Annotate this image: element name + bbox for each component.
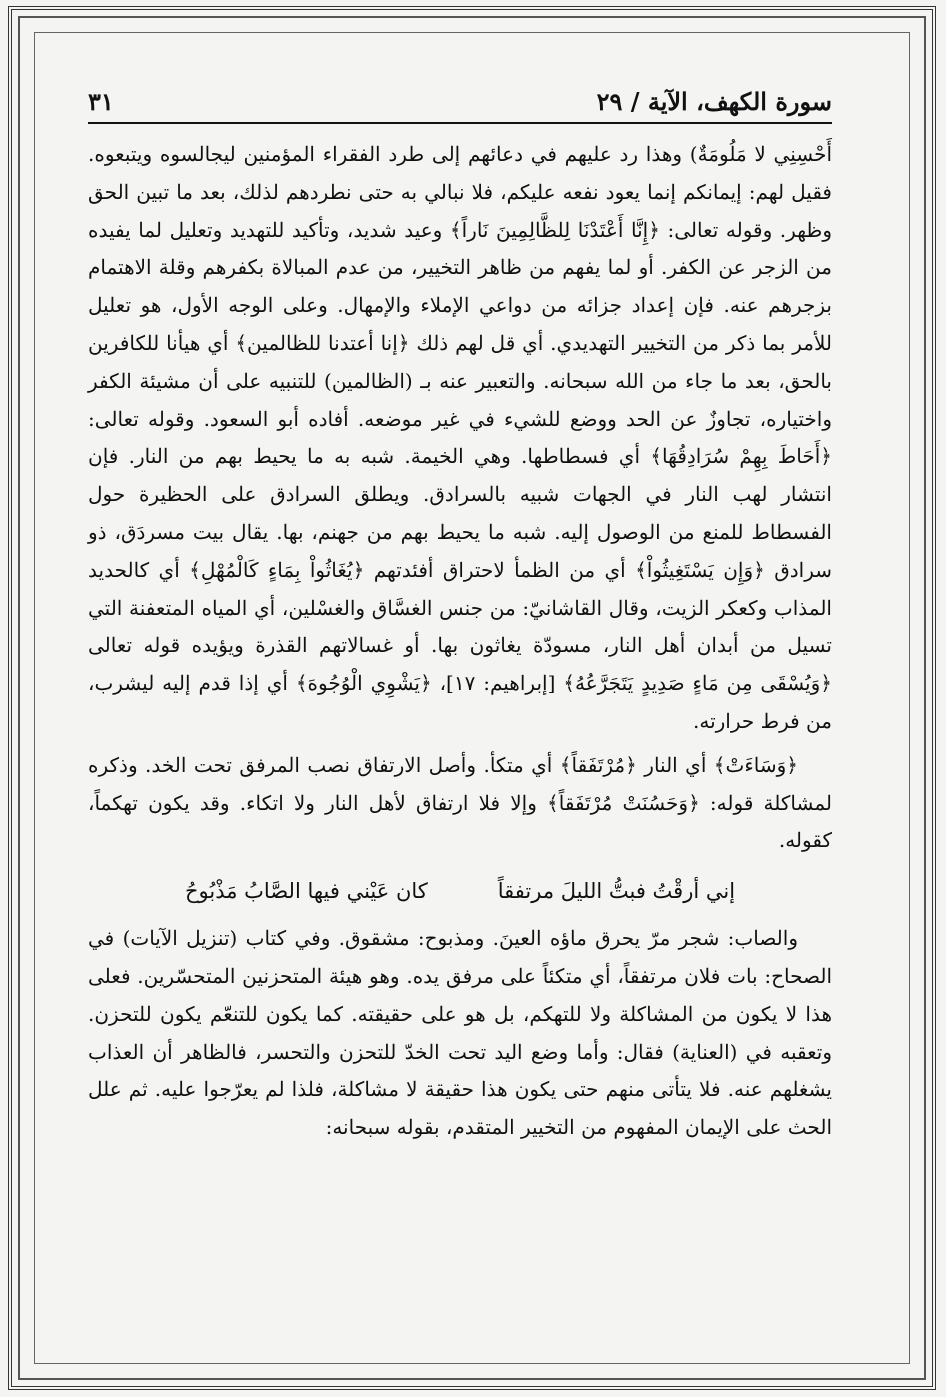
surah-title: سورة الكهف، الآية / ٢٩ [596, 87, 832, 116]
paragraph-3: والصاب: شجر مرّ يحرق ماؤه العينَ. ومذبوح: مشقوق. وفي كتاب (تنزيل الآيات) في الصحاح: بات فلان مرتفقاً، أي متكئاً على مرفق يده. وهو هيئة المتحزنين المتحسّرين. فعلى هذا لا يكون من المشاكلة ولا للتهكم، بل هو على حقيقته. كما يكون للتنعّم يكون للتحزن. وتعقبه في (العناية) فقال: وأما وضع اليد تحت الخدّ للتحزن والتحسر، فالظاهر أن العذاب يشغلهم عنه. فلا يتأتى منهم حتى يكون هذا حقيقة لا مشاكلة، فلذا لم يعرّجوا عليه. ثم علل الحث على الإيمان المفهوم من التخيير المتقدم، بقوله سبحانه: [88, 926, 832, 1140]
verse-first-hemistich: إني أرقْتُ فبتُّ الليلَ مرتفقاً [497, 879, 736, 904]
paragraph-1: أَحْسِنِي لا مَلُومَةٌ) وهذا رد عليهم في دعائهم إلى طرد الفقراء المؤمنين ليجالسوه ويتبعوه. فقيل لهم: إيمانكم إنما يعود نفعه عليكم، فلا نبالي به حتى نطردهم لذلك، بعد ما تبين الحق وظهر. وقوله تعالى: ﴿إِنَّا أَعْتَدْنَا لِلظَّالِمِينَ نَاراً﴾ وعيد شديد، وتأكيد للتهديد وتعليل لما يفيده من الزجر عن الكفر. أو لما يفهم من ظاهر التخيير، من عدم المبالاة بكفرهم وقلة الاهتمام بزجرهم عنه. فإن إعداد جزائه من دواعي الإملاء والإمهال. وعلى الوجه الأول، هو تعليل للأمر بما ذكر من التخيير التهديدي. أي قل لهم ذلك ﴿إنا أعتدنا للظالمين﴾ أي هيأنا للكافرين بالحق، بعد ما جاء من الله سبحانه. والتعبير عنه بـ (الظالمين) للتنبيه على أن مشيئة الكفر واختياره، تجاوزٌ عن الحد ووضع للشيء في غير موضعه. أفاده أبو السعود. وقوله تعالى: ﴿أَحَاطَ بِهِمْ سُرَادِقُهَا﴾ أي فسطاطها. وهي الخيمة. شبه به ما يحيط بهم من النار. فإن انتشار لهب النار في الجهات شبيه بالسرادق. ويطلق السرادق على الحظيرة حول الفسطاط للمنع من الوصول إليه. شبه ما يحيط بهم من جهنم، بها. يقال بيت مسردَق، ذو سرادق ﴿وَإِن يَسْتَغِيثُواْ﴾ أي من الظمأ لاحتراق أفئدتهم ﴿يُغَاثُواْ بِمَاءٍ كَالْمُهْلِ﴾ أي كالحديد المذاب وكعكر الزيت، وقال القاشانيّ: من جنس الغسَّاق والغسْلين، أي المياه المتعفنة التي تسيل من أبدان أهل النار، مسودّة يغاثون بها. أو غسالاتهم القذرة ويؤيده قوله تعالى ﴿وَيُسْقَى مِن مَاءٍ صَدِيدٍ يَتَجَرَّعُهُ﴾ [إبراهيم: ١٧]، ﴿يَشْوِي الْوُجُوهَ﴾ أي إذا قدم إليه ليشرب، من فرط حرارته. [88, 142, 832, 733]
book-page [88, 80, 832, 1147]
page-number: ٣١ [88, 87, 114, 116]
page-body [88, 136, 832, 1147]
poetry-verse [88, 872, 832, 910]
running-header [88, 80, 832, 124]
verse-second-hemistich: كان عَيْني فيها الصَّابُ مَذْبُوحُ [184, 879, 428, 904]
paragraph-2: ﴿وَسَاءَتْ﴾ أي النار ﴿مُرْتَفَقاً﴾ أي متكأ. وأصل الارتفاق نصب المرفق تحت الخد. وذكره لمشاكلة قوله: ﴿وَحَسُنَتْ مُرْتَفَقاً﴾ وإلا فلا ارتفاق لأهل النار ولا اتكاء. وقد يكون تهكماً، كقوله. [88, 752, 832, 853]
